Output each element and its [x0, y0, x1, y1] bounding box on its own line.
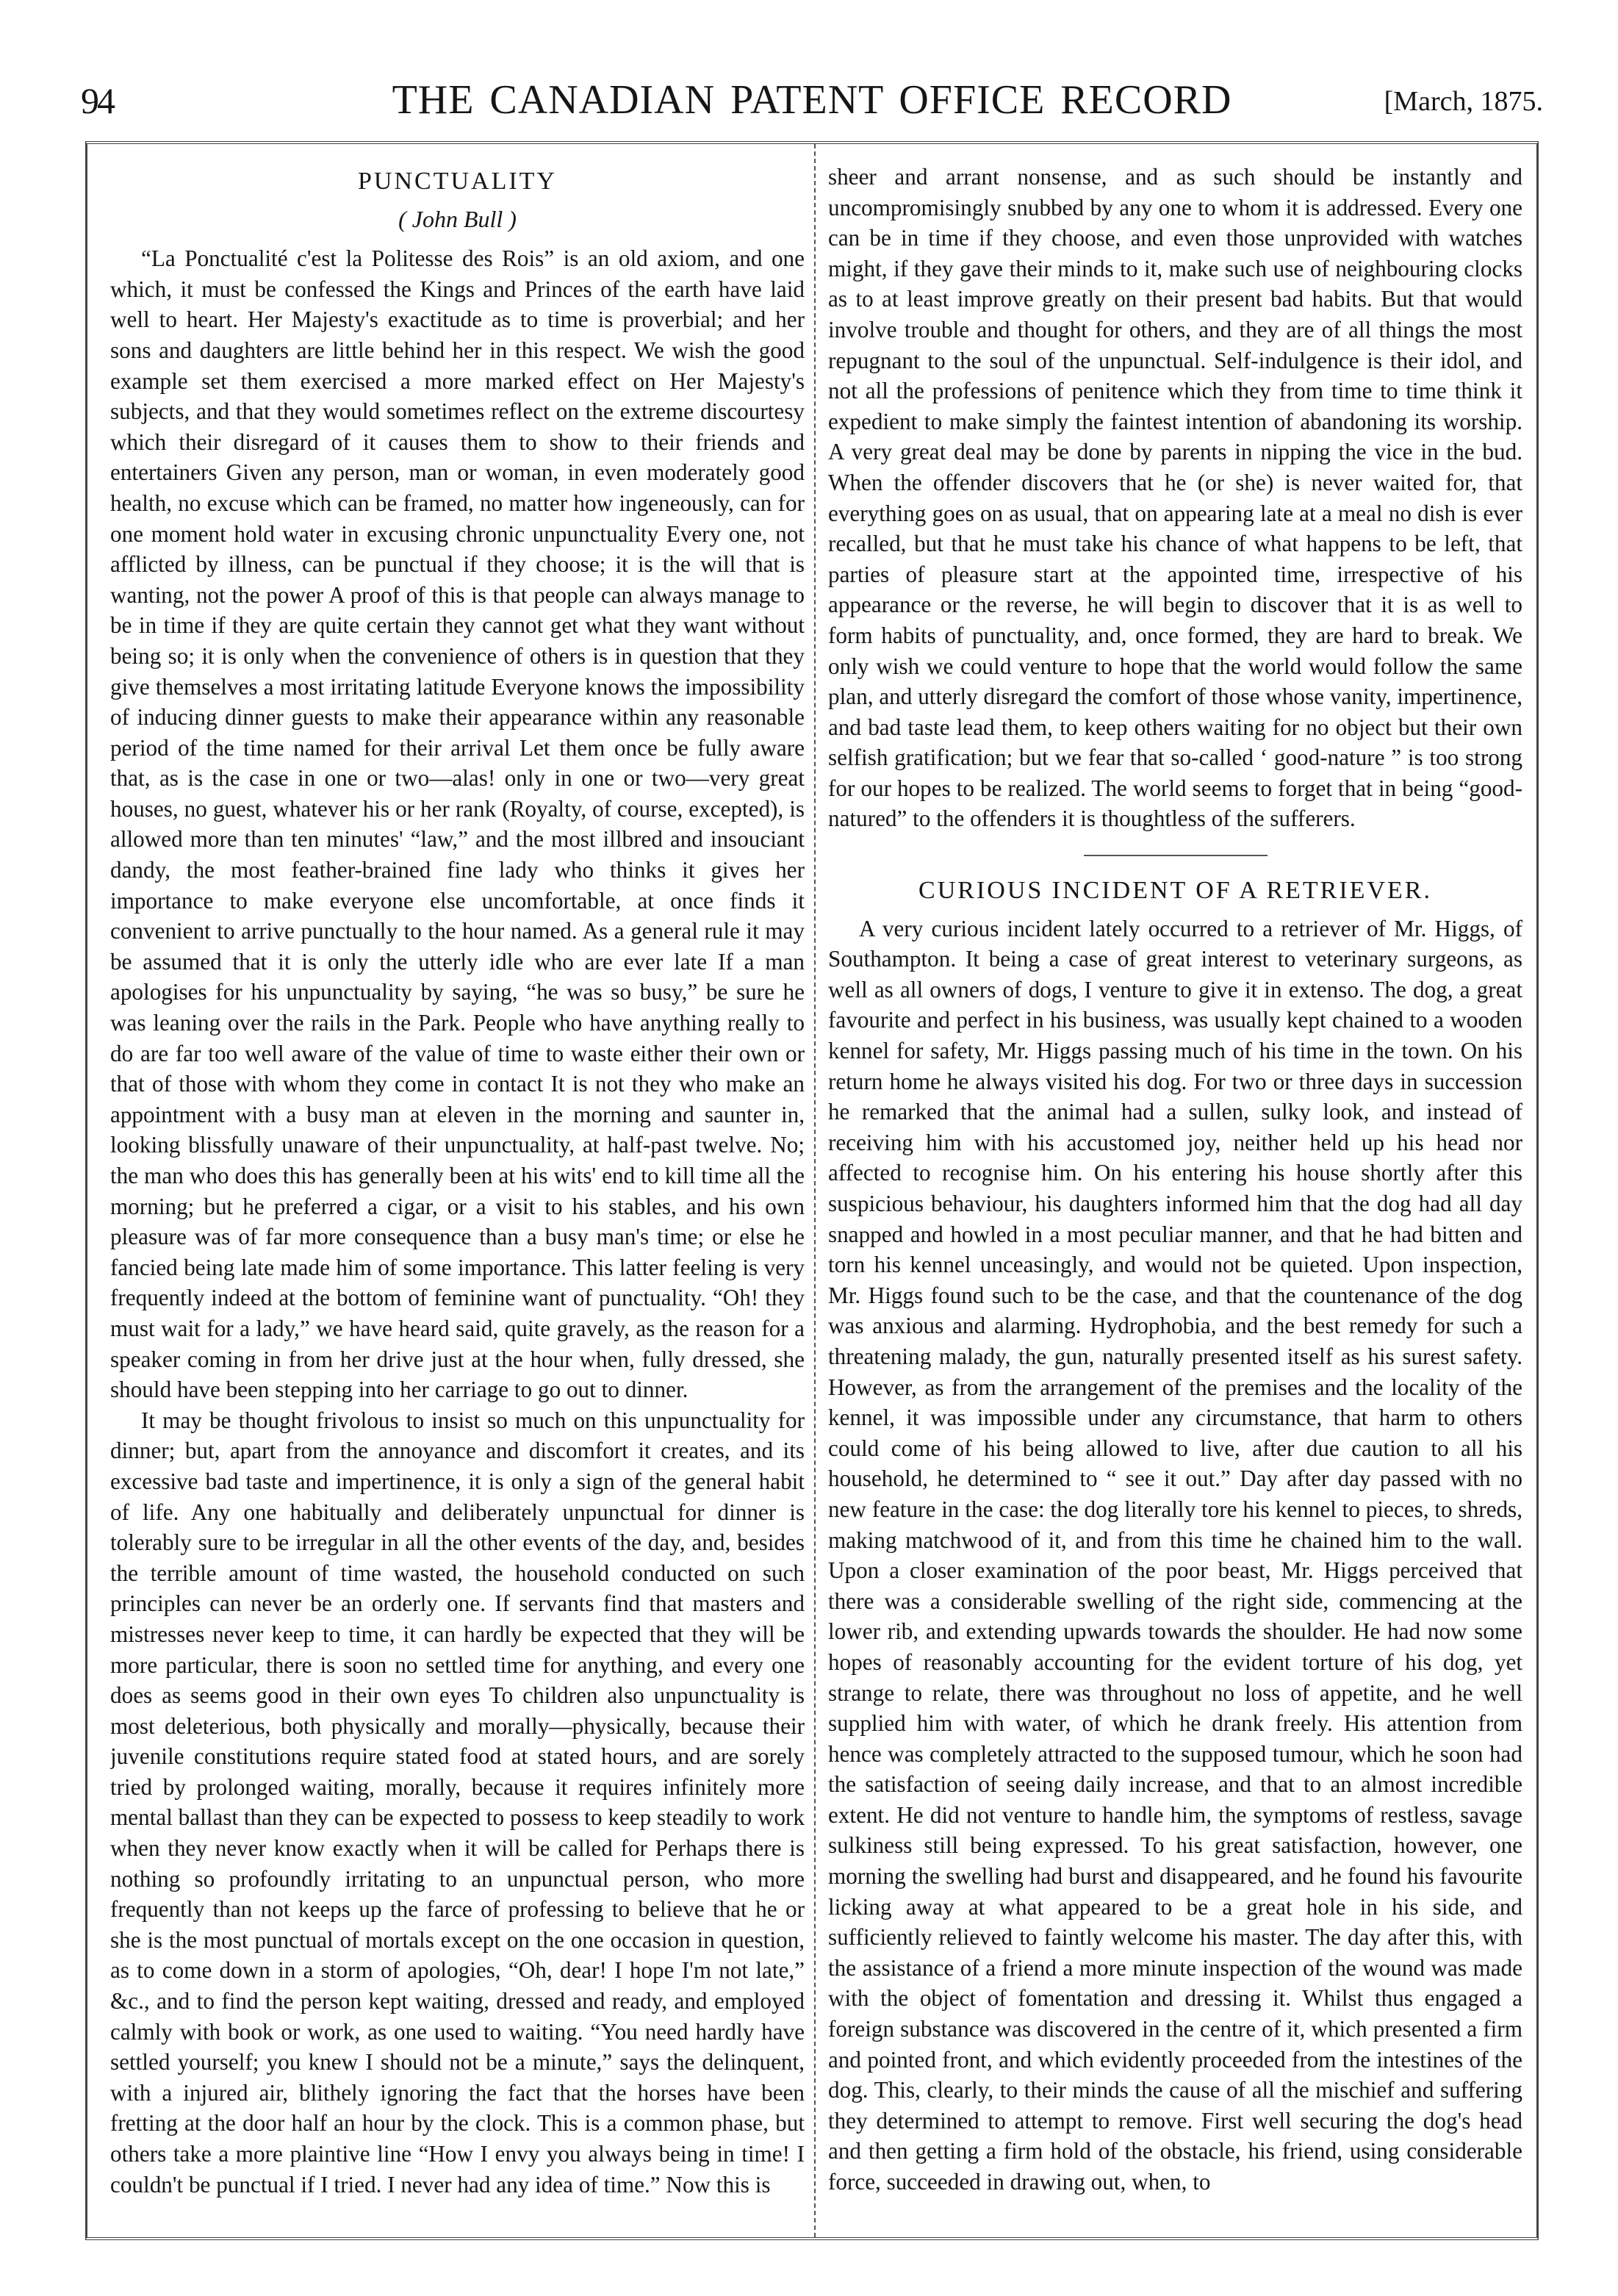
page-header — [81, 76, 1543, 138]
publication-title: THE CANADIAN PATENT OFFICE RECORD — [392, 77, 1232, 123]
article-paragraph-continued: sheer and arrant nonsense, and as such should be instantly and uncompromisingly snubbed by any one to whom it is addressed. Every one can be in time if they choose, and even those unprovided with watches might, if they gave their minds to it, make such use of neighbouring clocks as to at least improve greatly on their present bad habits. But that would involve trouble and thought for others, and they are of all things the most repugnant to the soul of the unpunctual. Self-indulgence is their idol, and not all the professions of penitence which they from time to time think it expedient to make simply the faintest intention of abandoning its worship. A very great deal may be done by parents in nipping the vice in the bud. When the offender discovers that he (or she) is never waited for, that everything goes on as usual, that on appearing late at a meal no dish is ever recalled, but that he must take his chance of what happens to be left, that parties of pleasure start at the appointed time, irrespective of his appearance or the reverse, he will begin to discover that it is as well to form habits of punctuality, and, once formed, they are hard to break. We only wish we could venture to hope that the world would follow the same plan, and utterly disregard the comfort of those whose vanity, impertinence, and bad taste lead them, to keep others waiting for no object but their own selfish gratification; but we fear that so-called ‘ good-nature ” is too strong for our hopes to be realized. The world seems to forget that in being “good-natured” to the offenders it is thoughtless of the sufferers. — [828, 164, 1522, 832]
article-title-retriever: CURIOUS INCIDENT OF A RETRIEVER. — [918, 877, 1432, 905]
article-paragraph: “La Ponctualité c'est la Politesse des Rois” is an old axiom, and one which, it must be confessed the Kings and Princes of the earth have laid well to heart. Her Majesty's exactitude as to time is proverbial; and her sons and daughters are little behind her in this respect. We wish the good example set them exercised a more marked effect on Her Majesty's subjects, and that they would sometimes reflect on the extreme discourtesy which their disregard of it causes them to show to their friends and entertainers Given any person, man or woman, in even moderately good health, no excuse which can be framed, no matter how ingeneously, can for one moment hold water in excusing chronic unpunctuality Every one, not afflicted by illness, can be punctual if they choose; it is the will that is wanting, not the power A proof of this is that people can always manage to be in time if they are quite certain they cannot get what they want without being so; it is only when the convenience of others is in question that they give themselves a most irritating latitude Everyone knows the impossibility of inducing dinner guests to make their appearance within any reasonable period of the time named for their arrival Let them once be fully aware that, as is the case in one or two—alas! only in one or two—very great houses, no guest, whatever his or her rank (Royalty, of course, excepted), is allowed more than ten minutes' “law,” and the most illbred and insouciant dandy, the most feather-brained fine lady who thinks it gives her importance to make everyone else uncomfortable, at once finds it convenient to arrive punctually to the hour named. As a general rule it may be assumed that it is only the utterly idle who are ever late If a man apologises for his unpunctuality by saying, “he was so busy,” be sure he was leaning over the rails in the Park. People who have anything really to do are far too well aware of the value of time to waste either their own or that of those with whom they come in contact It is not they who make an appointment with a busy man at eleven in the morning and saunter in, looking blissfully unaware of their unpunctuality, at half-past twelve. No; the man who does this has generally been at his wits' end to kill time all the morning; but he preferred a cigar, or a visit to his stables, and his own pleasure was of far more consequence than a busy man's time; or else he fancied being late made him of some importance. This latter feeling is very frequently indeed at the bottom of feminine want of punctuality. “Oh! they must wait for a lady,” we have heard said, quite gravely, as the reason for a speaker coming in from her drive just at the hour when, fully dressed, she should have been stepping into her carriage to go out to dinner. — [110, 245, 805, 1403]
article-separator-rule — [1084, 855, 1268, 856]
right-column — [828, 162, 1522, 2220]
article-paragraph: It may be thought frivolous to insist so much on this unpunctuality for dinner; but, apart from the annoyance and discomfort it creates, and its excessive bad taste and impertinence, it is only a sign of the general habit of life. Any one habitually and deliberately unpunctual for dinner is tolerably sure to be irregular in all the other events of the day, and, besides the terrible amount of time wasted, the household conducted on such principles can never be an orderly one. If servants find that masters and mistresses never keep to time, it can hardly be expected that they will be more particular, there is soon no settled time for anything, and every one does as seems good in their own eyes To children also unpunctuality is most deleterious, both physically and morally—physically, because their juvenile constitutions require stated food at stated hours, and are sorely tried by prolonged waiting, morally, because it requires infinitely more mental ballast than they can be expected to possess to keep steadily to work when they never know exactly when it will be called for Perhaps there is nothing so profoundly irritating to an unpunctual person, who more frequently than not keeps up the farce of professing to believe that he or she is the most punctual of mortals except on the one occasion in question, as to come down in a storm of apologies, “Oh, dear! I hope I'm not late,” &c., and to find the person kept waiting, dressed and ready, and employed calmly with book or work, as one used to waiting. “You need hardly have settled yourself; you knew I should not be a minute,” says the delinquent, with a injured air, blithely ignoring the fact that the horses have been fretting at the door half an hour by the clock. This is a common phase, but others take a more plaintive line “How I envy you always being in time! I couldn't be punctual if I tried. I never had any idea of time.” Now this is — [110, 1407, 805, 2198]
column-divider — [814, 144, 816, 2237]
page-number: 94 — [81, 80, 113, 121]
left-column — [110, 162, 805, 2220]
article-source: ( John Bull ) — [398, 205, 517, 232]
article-title-punctuality: PUNCTUALITY — [358, 168, 557, 195]
article-paragraph: A very curious incident lately occurred to a retriever of Mr. Higgs, of Southampton. It being a case of great interest to veterinary surgeons, as well as all owners of dogs, I venture to give it in extenso. The dog, a great favourite and perfect in his business, was usually kept chained to a wooden kennel for safety, Mr. Higgs passing much of his time in the town. On his return home he always visited his dog. For two or three days in succession he remarked that the animal had a sullen, sulky look, and instead of receiving him with his accustomed joy, neither held up his head nor affected to recognise him. On his entering his house shortly after this suspicious behaviour, his daughters informed him that the dog had all day snapped and howled in a most peculiar manner, and that he had bitten and torn his kennel unceasingly, and would not be quieted. Upon inspection, Mr. Higgs found such to be the case, and that the countenance of the dog was anxious and alarming. Hydrophobia, and the best remedy for such a threatening malady, the gun, naturally presented itself as his surest safety. However, as from the arrangement of the premises and the locality of the kennel, it was impossible under any circumstance, that harm to others could come of his being allowed to live, after due caution to all his household, he determined to “ see it out.” Day after day passed with no new feature in the case: the dog literally tore his kennel to pieces, to shreds, making matchwood of it, and from this time he chained him to the wall. Upon a closer examination of the poor beast, Mr. Higgs perceived that there was a considerable swelling of the right side, commencing at the lower rib, and extending upwards towards the shoulder. He had now some hopes of reasonably accounting for the evident torture of his dog, yet strange to relate, there was throughout no loss of appetite, and he well supplied him with water, of which he drank freely. His attention from hence was completely attracted to the supposed tumour, which he soon had the satisfaction of seeing daily increase, and that to an almost incredible extent. He did not venture to handle him, the symptoms of restless, savage sulkiness still being expressed. To his great satisfaction, however, one morning the swelling had burst and disappeared, and he found his favourite licking away at what appeared to be a great hole in his side, and sufficiently relieved to faintly welcome his master. The day after this, with the assistance of a friend a more minute inspection of the wound was made with the object of fomentation and dressing it. Whilst thus engaged a foreign substance was discovered in the centre of it, which presented a firm and pointed front, and which evidently proceeded from the intestines of the dog. This, clearly, to their minds the cause of all the mischief and suffering they determined to attempt to remove. First well securing the dog's head and then getting a firm hold of the obstacle, his friend, using considerable force, succeeded in drawing out, when, to — [828, 915, 1522, 2195]
issue-date: [March, 1875. — [1384, 86, 1543, 117]
